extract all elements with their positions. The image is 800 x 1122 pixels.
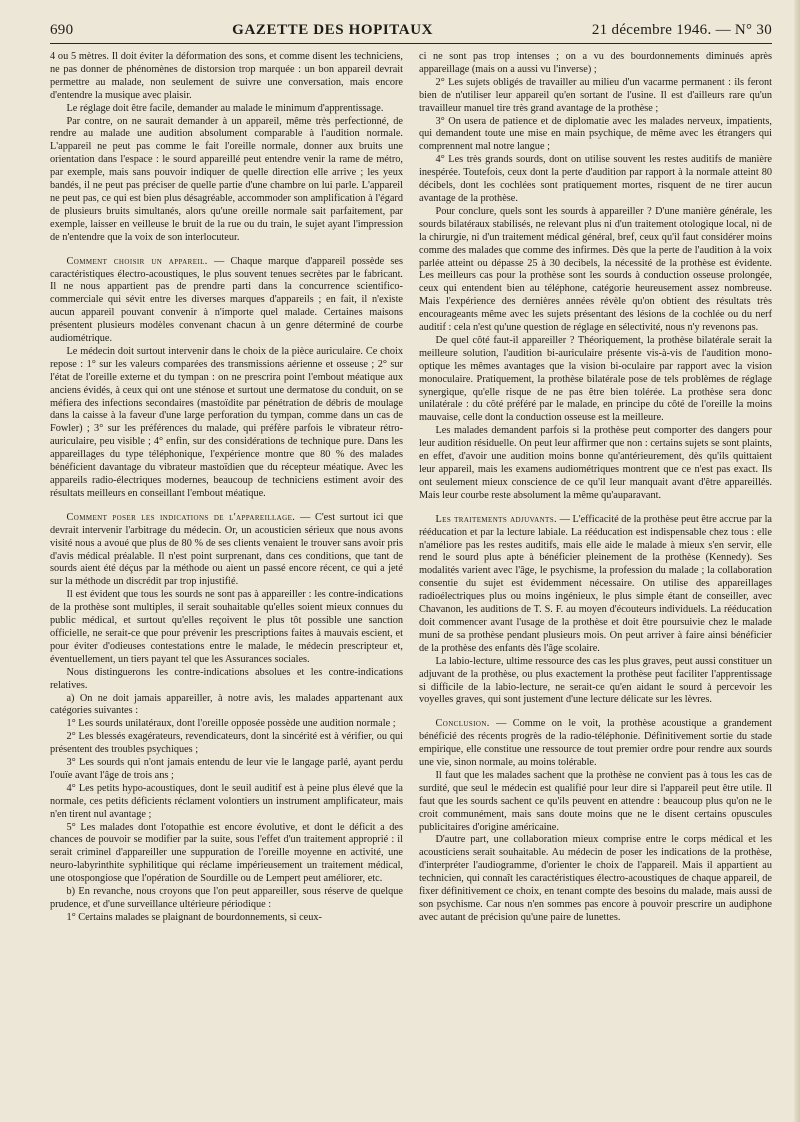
paragraph-text: ci ne sont pas trop intenses ; on a vu des bourdonnements diminués après appareillage (mais on a aussi vu l'inverse) ; [419, 51, 772, 75]
paragraph [50, 116, 403, 245]
paragraph-text: 4° Les très grands sourds, dont on utilise souvent les restes auditifs de manière inespérée. Toutefois, ceux dont la perte d'audition par rapport à la normale atteint 80 décibels, dont les cochlées sont pratiquement mortes, risquent de ne tirer aucun avantage de la prothèse. [419, 154, 772, 204]
paragraph-text: Nous distinguerons les contre-indications absolues et les contre-indications relatives. [50, 666, 403, 691]
paragraph-text: Il faut que les malades sachent que la prothèse ne convient pas à tous les cas de surdité, que seul le médecin est qualifié pour leur dire si l'appareil peut être utile. Il faut que les sourds sachent ce qu'ils peuvent en attendre : beaucoup plus qu'on ne le croit communément, mais sans doute moins que ne le disent certains opuscules publicitaires d'origine américaine. [419, 769, 772, 833]
paragraph [50, 912, 403, 925]
section-heading: Les traitements adjuvants. [435, 513, 557, 525]
paragraph [50, 757, 403, 783]
paragraph [50, 718, 403, 731]
paragraph-text: De quel côté faut-il appareiller ? Théoriquement, la prothèse bilatérale serait la meilleure solution, l'audition bi-auriculaire présente vis-à-vis de l'audition mono-optique les mêmes avantages que la vision bi-oculaire par rapport avec la vision monoculaire. Pratiquement, la prothèse bilatérale pose de tels problèmes de réglage synergique, qu'elle risque de ne pas être bien tolérée. La prothèse sera donc unilatérale : du côté préféré par le malade, en principe du côté de l'oreille la moins mauvaise, celle dont la conduction osseuse est la meilleure. [419, 334, 772, 424]
paragraph [419, 116, 772, 155]
page-number: 690 [50, 22, 74, 38]
paragraph-text: Le réglage doit être facile, demander au malade le minimum d'apprentissage. [66, 102, 384, 114]
paragraph [419, 718, 772, 770]
issue-date: 21 décembre 1946. — N° 30 [591, 22, 772, 38]
paragraph-text: 5° Les malades dont l'otopathie est encore évolutive, et dont le déficit a des chances de pouvoir se modifier par la suite, sous l'effet d'un traitement approprié : il serait criminel d'appareiller une suppuration de l'oreille moyenne en activité, une neuro-labyrinthite syphilitique qui réclame impérieusement un traitement médical, une otospongiose que l'opération de Sourdille ou de Lempert peut améliorer, etc. [50, 821, 403, 885]
paragraph-text: 3° Les sourds qui n'ont jamais entendu de leur vie le langage parlé, ayant perdu l'ouïe avant l'âge de trois ans ; [50, 757, 403, 781]
section-heading: Conclusion. [435, 718, 490, 730]
paragraph-text: D'autre part, une collaboration mieux comprise entre le corps médical et les acousticiens serait souhaitable. Au médecin de poser les indications de la prothèse, d'interpréter l'audiogramme, d'orienter le choix de l'appareil. Mais il appartient au technicien, qui connaît les caractéristiques électro-acoustiques de chaque appareil, de fixer définitivement ce choix, en tenant compte des besoins du malade, mais aussi de son psychisme. Car nous n'en sommes pas encore à pouvoir prescrire un audiphone avec autant de précision qu'une paire de lunettes. [419, 834, 772, 923]
paragraph [419, 335, 772, 425]
paragraph [50, 512, 403, 589]
page-edge [794, 0, 800, 1122]
paragraph [419, 770, 772, 835]
paragraph [419, 51, 772, 77]
paragraph-text: — Chaque marque d'appareil possède ses caractéristiques électro-acoustiques, le plus souvent tenues secrètes par le fabricant. Il ne nous appartient pas de prendre parti dans la concurrence scientifico-commerciale qui sévit entre les diverses marques d'appareils ; en fait, il n'existe aucun appareil pouvant convenir à n'importe quel malade. Certaines maisons présentent plusieurs modèles convenant chacun à un genre déterminé de courbe audiométrique. [50, 255, 403, 345]
paragraph [50, 667, 403, 693]
paragraph-text: Pour conclure, quels sont les sourds à appareiller ? D'une manière générale, les sourds bilatéraux stabilisés, ne relevant plus ni d'un traitement otologique local, ni de la chirurgie, ni d'un traitement médical général, bref, ceux qu'il faut considérer moins comme des malades que comme des infirmes. Dès que la perte de l'audition à la voix parlée atteint ou dépasse 25 à 30 decibels, la nécessité de la prothèse est évidente. Les meilleurs cas pour la prothèse sont les sourds à conduction osseuse prolongée, ceux qui entendent bien au téléphone, catégorie heureusement assez nombreuse. Mais l'expérience des dernières années révèle qu'on obtient des résultats très encourageants même avec les sujets présentant des lésions de la cochlée ou du nerf auditif : cela n'est qu'une question de réglage en sélectivité, nous n'y revenons pas. [419, 205, 772, 334]
paragraph [50, 256, 403, 346]
paragraph [419, 834, 772, 924]
paragraph-text: Il est évident que tous les sourds ne sont pas à appareiller : les contre-indications de la prothèse sont multiples, il serait souhaitable qu'elles soient mieux connues du public médical, et surtout qu'elles reçoivent le plus tôt possible une sanction officielle, ne serait-ce que pour prévenir les prescriptions faites à mauvais escient, et pour éviter d'odieuses contestations entre le malade, le médecin prescripteur et, éventuellement, un tiers payant tel que les Assurances sociales. [50, 589, 403, 665]
paragraph-text: Par contre, on ne saurait demander à un appareil, même très perfectionné, de rendre au malade une audition absolument comparable à l'audition normale. L'appareil ne peut pas comme le fait l'oreille normale, donner aux bruits une orientation dans l'espace : le sourd appareillé peut entendre venir la rame de métro, par exemple, mais sans pouvoir indiquer de quelle direction elle arrive ; les yeux bandés, il ne peut pas préciser de quelle partie d'une chambre on lui parle. L'appareil ne peut pas, ce qui est bien plus désagréable, accommoder son amplification à l'égard de plusieurs bruits simultanés, alors qu'une oreille normale sait parfaitement, par exemple, laisser en veilleuse le bruit de la rue ou du train, le sujet ayant l'impression de n'entendre que la voix de son interlocuteur. [50, 115, 403, 243]
paragraph-text: Les malades demandent parfois si la prothèse peut comporter des dangers pour leur audition résiduelle. On peut leur affirmer que non : certains sujets se sont plaints, en effet, d'avoir une audition moins bonne qu'antérieurement, dès qu'ils quittaient leur appareil, mais les examens audiométriques montrent que ce n'est pas exact. Ils ont seulement mieux conscience de ce qu'il leur manquait avant d'être appareillés. Mais leur courbe reste absolument la même qu'auparavant. [419, 425, 772, 501]
paragraph-text: b) En revanche, nous croyons que l'on peut appareiller, sous réserve de quelque prudence, et d'une surveillance ultérieure périodique : [50, 886, 403, 910]
paragraph-text: — L'efficacité de la prothèse peut être accrue par la rééducation et par la lecture labiale. La rééducation est indispensable chez tous : elle n'améliore pas les restes auditifs, mais elle aide le malade à mieux s'en servir, elle rend le sourd plus apte à bénéficier pleinement de la prothèse (Kennedy). Ses modalités varient avec l'âge, le psychisme, la profession du malade ; la collaboration consentie du sujet est évidemment nécessaire. On utilise des appareillages radioélectriques plus ou moins ingénieux, le plus simple étant de conseiller, avec Chavanon, les auditions de T. S. F. au moyen d'écouteurs individuels. La rééducation doit commencer avant l'usage de la prothèse et doit être poursuivie chez le malade muni de sa prothèse pendant plusieurs mois. On peut arriver à faire ainsi bénéficier de la prothèse des enfants dès l'âge scolaire. [419, 513, 772, 654]
paragraph-text: 1° Les sourds unilatéraux, dont l'oreille opposée possède une audition normale ; [66, 718, 396, 730]
paragraph-text: a) On ne doit jamais appareiller, à notre avis, les malades appartenant aux catégories suivantes : [50, 692, 403, 717]
paragraph [419, 514, 772, 656]
paragraph [419, 425, 772, 502]
journal-title: GAZETTE DES HOPITAUX [232, 22, 434, 38]
paragraph [419, 206, 772, 335]
paragraph-text: — Comme on le voit, la prothèse acoustique a grandement bénéficié des récents progrès de la radio-téléphonie. Définitivement sortie du stade empirique, elle constitue une ressource de tout premier ordre pour rendre aux sourds une vie, sinon normale, au moins tolérable. [419, 718, 772, 769]
paragraph-text: Le médecin doit surtout intervenir dans le choix de la pièce auriculaire. Ce choix repose : 1° sur les valeurs comparées des transmissions aérienne et osseuse ; 2° sur l'état de l'oreille externe et du tympan : on ne prescrira point l'embout méatique aux anciens évidés, à ceux qui ont une sténose et surtout une dermatose du conduit, on se méfiera des infections secondaires (mastoïdite par pénétration de débris de moulage dans la caisse à la faveur d'une large perforation du tympan, comme dans un cas de Fowler) ; 3° sur les préférences du malade, qui préfère parfois le vibrateur rétro-auriculaire, peu visible ; 4° enfin, sur des considérations de technique pure. Dans les appareillages du type téléphonique, l'expérience montre que 80 % des malades bénéficient davantage du vibrateur mastoïdien que du récepteur méatique. Avec les appareils radio-électriques modernes, beaucoup de techniciens estiment avoir des résultats meilleurs en conseillant l'embout méatique. [50, 345, 403, 499]
paragraph-text: 4° Les petits hypo-acoustiques, dont le seuil auditif est à peine plus élevé que la normale, ces petits déficients réclament volontiers un instrument amplificateur, mais n'en tirent nul avantage ; [50, 782, 403, 820]
paragraph-text: — C'est surtout ici que devrait intervenir l'arbitrage du médecin. Or, un acousticien sérieux que nous avons visité nous a avoué que plus de 80 % de ses clients venaient le trouver sans avoir pris d'avis médical préalable. Il n'est point surprenant, dans ces conditions, que tant de sourds aient été déçus par la méthode ou aient un passé encore récent, ce qui a jeté sur la méthode un discrédit par trop injustifié. [50, 511, 403, 588]
page-header [50, 22, 772, 44]
paragraph [50, 103, 403, 116]
paragraph [50, 693, 403, 719]
paragraph [50, 589, 403, 666]
paragraph [50, 51, 403, 103]
paragraph [50, 822, 403, 887]
paragraph [419, 77, 772, 116]
paragraph [50, 731, 403, 757]
paragraph [50, 886, 403, 912]
paragraph-text: 4 ou 5 mètres. Il doit éviter la déformation des sons, et comme disent les techniciens, ne pas donner de phénomènes de distorsion trop marquée : un bon appareil devrait permettre au malade, non seulement de suivre une conversation, mais encore d'entendre la musique avec plaisir. [50, 51, 403, 101]
left-column [50, 51, 403, 925]
paragraph [419, 656, 772, 708]
paragraph-text: La labio-lecture, ultime ressource des cas les plus graves, peut aussi constituer un adjuvant de la prothèse, ou plus exactement la prothèse peut faciliter l'apprentissage si difficile de la labio-lecture, ne serait-ce qu'en aidant le sourd à percevoir les voyelles graves, qui sont justement d'une lecture délicate sur les lèvres. [419, 655, 772, 706]
section-heading: Comment choisir un appareil. [66, 255, 208, 267]
paragraph-text: 3° On usera de patience et de diplomatie avec les malades nerveux, impatients, qui demandent toute une mise en main psychique, de même avec les étrangers qui comprennent mal notre langue ; [419, 115, 772, 153]
paragraph [419, 154, 772, 206]
paragraph-text: 2° Les sujets obligés de travailler au milieu d'un vacarme permanent : ils feront bien de n'utiliser leur appareil qu'en sortant de l'usine. Il est d'ailleurs rare qu'un travailleur manuel tire très grand avantage de la prothèse ; [419, 76, 772, 114]
paragraph [50, 346, 403, 501]
paragraph [50, 783, 403, 822]
section-heading: Comment poser les indications de l'appareillage. [66, 511, 296, 523]
right-column [419, 51, 772, 925]
paragraph-text: 2° Les blessés exagérateurs, revendicateurs, dont la sincérité est à vérifier, ou qui présentent des troubles psychiques ; [50, 731, 403, 756]
paragraph-text: 1° Certains malades se plaignant de bourdonnements, si ceux- [66, 911, 322, 923]
article-columns [50, 51, 772, 925]
